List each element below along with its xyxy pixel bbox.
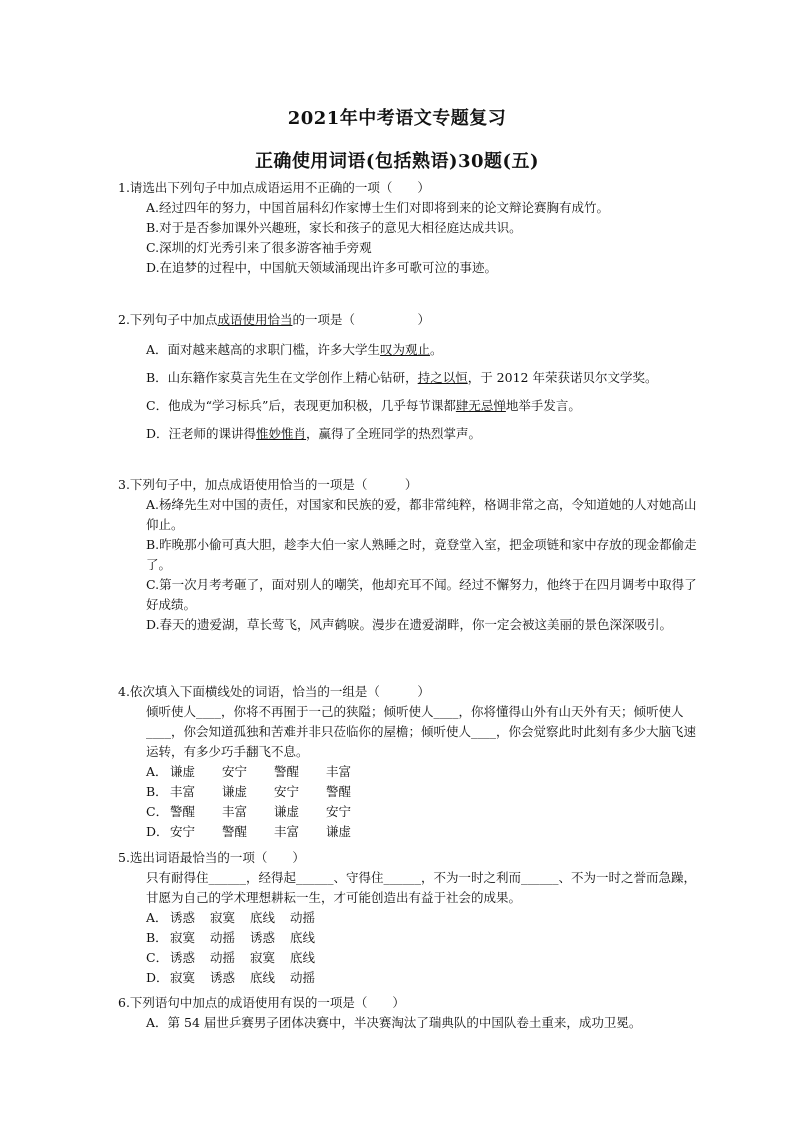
question-1-stem: 1.请选出下列句子中加点成语运用不正确的一项（ ）: [118, 180, 430, 195]
option-word: 动摇: [210, 930, 236, 945]
option-tail: 。: [430, 342, 443, 357]
question-1-option-d: D.在追梦的过程中，中国航天领域涌现出许多可歌可泣的事迹。: [146, 260, 498, 275]
question-3-option-b: B.昨晚那小偷可真大胆，趁李大伯一家人熟睡之时，竟登堂入室，把金项链和家中存放的现金都偷走了。: [146, 537, 697, 572]
option-word: 底线: [250, 970, 276, 985]
question-2-stem-underlined: 成语使用恰当: [217, 312, 293, 327]
option-label: B．: [146, 784, 168, 799]
option-tail: ，赢得了全班同学的热烈掌声。: [306, 426, 482, 441]
option-word: 动摇: [210, 950, 236, 965]
document-title: 2021年中考语文专题复习: [287, 108, 507, 129]
option-text: A．面对越来越高的求职门槛，许多大学生: [146, 342, 381, 357]
option-tail: 地举手发言。: [505, 398, 581, 413]
option-idiom: 肆无忌惮: [455, 398, 506, 413]
option-word: 寂寞: [170, 970, 196, 985]
question-2-stem: [118, 310, 728, 330]
option-idiom: 惟妙惟肖: [256, 426, 307, 441]
option-idiom: 持之以恒: [417, 370, 468, 385]
question-4-passage: 倾听使人____，你将不再囿于一己的狭隘；倾听使人____，你将懂得山外有山天外有天；倾听使人____，你会知道孤独和苦难并非只莅临你的屋檐；倾听使人____，你会觉察此时此刻有多少大脑飞速运转，有多少巧手翻飞不息。: [146, 704, 697, 759]
option-word: 诱惑: [170, 950, 196, 965]
question-5-option-b: [146, 928, 700, 948]
document-subtitle: 正确使用词语(包括熟语)30题(五): [254, 151, 540, 172]
option-word: 动摇: [290, 910, 316, 925]
question-2-option-d: [146, 420, 728, 448]
option-label: C．: [146, 950, 169, 965]
question-1-option-a: A.经过四年的努力，中国首届科幻作家博士生们对即将到来的论文辩论赛胸有成竹。: [146, 200, 610, 215]
option-text: C．他成为“学习标兵”后，表现更加积极，几乎每节课都: [146, 398, 456, 413]
option-word: 丰富: [274, 824, 300, 839]
option-word: 丰富: [222, 804, 248, 819]
question-2-stem-tail: 的一项是（ ）: [292, 312, 430, 327]
option-word: 寂寞: [250, 950, 276, 965]
option-label: A．: [146, 764, 168, 779]
question-3-option-a: A.杨绛先生对中国的责任，对国家和民族的爱，都非常纯粹，格调非常之高，令知道她的人对她高山仰止。: [146, 497, 697, 532]
question-3-option-c: C.第一次月考考砸了，面对别人的嘲笑，他却充耳不闻。经过不懈努力，他终于在四月调考中取得了好成绩。: [146, 577, 697, 612]
question-3-option-d: D.春天的遗爱湖，草长莺飞，风声鹤唳。漫步在遗爱湖畔，你一定会被这美丽的景色深深吸引。: [146, 617, 673, 632]
option-label: D．: [146, 824, 169, 839]
option-tail: ，于 2012 年荣获诺贝尔文学奖。: [467, 370, 658, 385]
option-word: 谦虚: [222, 784, 248, 799]
question-2: [118, 310, 728, 448]
option-word: 安宁: [326, 804, 352, 819]
option-label: D．: [146, 970, 169, 985]
option-word: 谦虚: [326, 824, 352, 839]
question-4-stem: 4.依次填入下面横线处的词语，恰当的一组是（ ）: [118, 684, 430, 699]
question-5-passage: 只有耐得住______，经得起______、守得住______，不为一时之利而______、不为一时之誉而急躁，甘愿为自己的学术理想耕耘一生，才可能创造出有益于社会的成果。: [146, 870, 697, 905]
option-word: 底线: [250, 910, 276, 925]
option-label: C．: [146, 804, 169, 819]
option-word: 警醒: [326, 784, 352, 799]
question-1: [118, 178, 718, 278]
question-4-option-d: [146, 822, 700, 842]
option-text: D．汪老师的课讲得: [146, 426, 257, 441]
question-1-option-b: B.对于是否参加课外兴趣班，家长和孩子的意见大相径庭达成共识。: [146, 220, 522, 235]
question-6: [118, 993, 718, 1033]
question-3: [118, 475, 700, 635]
question-4: [118, 682, 700, 842]
option-word: 谦虚: [274, 804, 300, 819]
question-2-stem-text: 2.下列句子中加点: [118, 312, 218, 327]
option-word: 寂寞: [170, 930, 196, 945]
question-2-option-b: [146, 364, 728, 392]
option-word: 寂寞: [210, 910, 236, 925]
option-word: 动摇: [290, 970, 316, 985]
option-word: 警醒: [274, 764, 300, 779]
question-6-stem: 6.下列语句中加点的成语使用有误的一项是（ ）: [118, 995, 405, 1010]
question-1-option-c: C.深圳的灯光秀引来了很多游客袖手旁观: [146, 240, 372, 255]
option-word: 底线: [290, 950, 316, 965]
option-text: B．山东籍作家莫言先生在文学创作上精心钻研，: [146, 370, 418, 385]
option-label: A．: [146, 910, 168, 925]
question-4-option-c: [146, 802, 700, 822]
option-word: 底线: [290, 930, 316, 945]
option-word: 谦虚: [170, 764, 196, 779]
question-5: [118, 848, 700, 988]
option-word: 警醒: [222, 824, 248, 839]
option-word: 安宁: [274, 784, 300, 799]
question-3-stem: 3.下列句子中，加点成语使用恰当的一项是（ ）: [118, 477, 418, 492]
question-4-option-b: [146, 782, 700, 802]
question-5-option-d: [146, 968, 700, 988]
question-2-option-c: [146, 392, 728, 420]
option-idiom: 叹为观止: [380, 342, 431, 357]
option-word: 诱惑: [210, 970, 236, 985]
option-word: 诱惑: [170, 910, 196, 925]
question-5-option-a: [146, 908, 700, 928]
option-label: B．: [146, 930, 168, 945]
option-word: 诱惑: [250, 930, 276, 945]
question-4-option-a: [146, 762, 700, 782]
option-word: 丰富: [326, 764, 352, 779]
option-word: 警醒: [170, 804, 196, 819]
question-6-option-a: A．第 54 届世乒赛男子团体决赛中，半决赛淘汰了瑞典队的中国队卷土重来，成功卫冕。: [146, 1015, 642, 1030]
question-5-stem: 5.选出词语最恰当的一项（ ）: [118, 850, 305, 865]
question-5-option-c: [146, 948, 700, 968]
option-word: 丰富: [170, 784, 196, 799]
option-word: 安宁: [170, 824, 196, 839]
question-2-option-a: [146, 336, 728, 364]
option-word: 安宁: [222, 764, 248, 779]
